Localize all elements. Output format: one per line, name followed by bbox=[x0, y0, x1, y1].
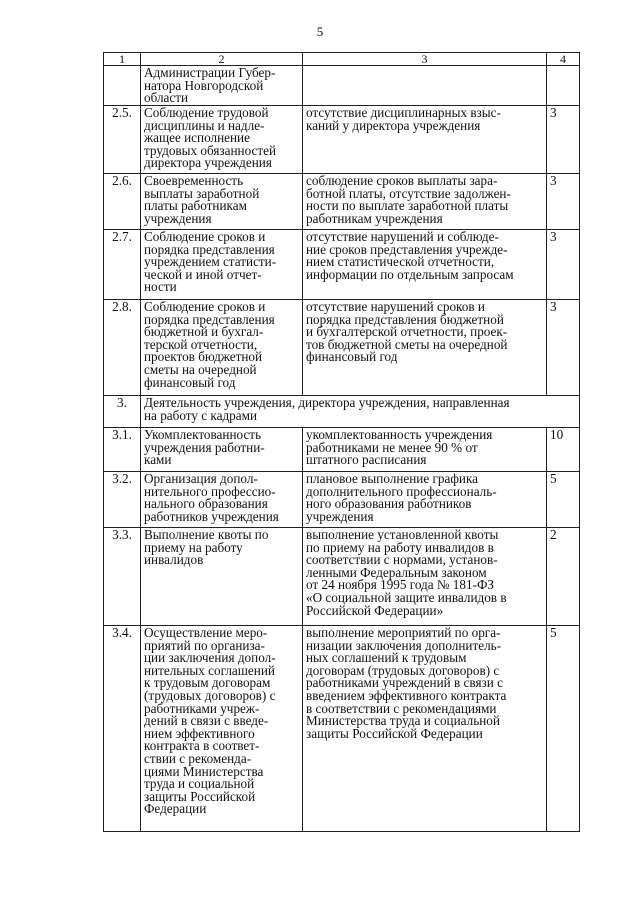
table-row bbox=[104, 66, 580, 106]
criterion-cell: Осуществление меро- приятий по организа- ции заключения допол- нительных соглашений к трудовым договорам (трудовых договоров) с работниками учреж- дений в связи с введе- нием эффективного контракта в соответ- ствии с рекоменда- циями Министерства труда и социальной защиты Российской Федерации bbox=[141, 626, 303, 832]
header-cell: 3 bbox=[303, 53, 547, 66]
criterion-cell: Администрации Губер- натора Новгородской области bbox=[141, 66, 303, 106]
section-row bbox=[104, 396, 580, 428]
header-cell: 4 bbox=[547, 53, 580, 66]
row-number: 2.6. bbox=[104, 174, 141, 230]
condition-cell: выполнение установленной квоты по приему на работу инвалидов в соответствии с нормами, установ- ленными Федеральным законом от 24 ноября 1995 года № 181-ФЗ «О социальной защите инвалидов в Российской Федерации» bbox=[303, 528, 547, 626]
table-row bbox=[104, 472, 580, 528]
points-cell: 3 bbox=[547, 300, 580, 396]
table-row bbox=[104, 230, 580, 300]
criterion-cell: Соблюдение сроков и порядка представления бюджетной и бухгал- терской отчетности, проектов бюджетной сметы на очередной финансовый год bbox=[141, 300, 303, 396]
table-row bbox=[104, 174, 580, 230]
criterion-cell: Укомплектованность учреждения работни- ками bbox=[141, 428, 303, 472]
table-row bbox=[104, 300, 580, 396]
points-cell: 5 bbox=[547, 472, 580, 528]
row-number: 2.8. bbox=[104, 300, 141, 396]
row-number: 3.4. bbox=[104, 626, 141, 832]
points-cell bbox=[547, 66, 580, 106]
condition-cell: отсутствие нарушений и соблюде- ние сроков представления учрежде- нием статистической отчетности, информации по отдельным запросам bbox=[303, 230, 547, 300]
row-number: 3.1. bbox=[104, 428, 141, 472]
header-cell: 1 bbox=[104, 53, 141, 66]
points-cell: 10 bbox=[547, 428, 580, 472]
points-cell: 2 bbox=[547, 528, 580, 626]
criterion-cell: Соблюдение сроков и порядка представления учреждением статисти- ческой и иной отчет- ности bbox=[141, 230, 303, 300]
points-cell: 5 bbox=[547, 626, 580, 832]
row-number: 3.3. bbox=[104, 528, 141, 626]
points-cell: 3 bbox=[547, 174, 580, 230]
condition-cell: отсутствие нарушений сроков и порядка представления бюджетной и бухгалтерской отчетности, проек- тов бюджетной сметы на очередной финансовый год bbox=[303, 300, 547, 396]
table-row bbox=[104, 528, 580, 626]
condition-cell: соблюдение сроков выплаты зара- ботной платы, отсутствие задолжен- ности по выплате заработной платы работникам учреждения bbox=[303, 174, 547, 230]
criterion-cell: Выполнение квоты по приему на работу инвалидов bbox=[141, 528, 303, 626]
condition-cell: плановое выполнение графика дополнительного профессиональ- ного образования работников учреждения bbox=[303, 472, 547, 528]
section-number: 3. bbox=[104, 396, 141, 428]
row-number: 3.2. bbox=[104, 472, 141, 528]
condition-cell: укомплектованность учреждения работниками не менее 90 % от штатного расписания bbox=[303, 428, 547, 472]
criterion-cell: Своевременность выплаты заработной платы работникам учреждения bbox=[141, 174, 303, 230]
table-row bbox=[104, 626, 580, 832]
criterion-cell: Организация допол- нительного профессио- нального образования работников учреждения bbox=[141, 472, 303, 528]
points-cell: 3 bbox=[547, 230, 580, 300]
page-number: 5 bbox=[316, 24, 324, 39]
criteria-table bbox=[103, 52, 580, 832]
table-header-row bbox=[104, 53, 580, 66]
row-number: 2.7. bbox=[104, 230, 141, 300]
row-number: 2.5. bbox=[104, 106, 141, 174]
row-number bbox=[104, 66, 141, 106]
table-row bbox=[104, 428, 580, 472]
condition-cell: отсутствие дисциплинарных взыс- каний у директора учреждения bbox=[303, 106, 547, 174]
header-cell: 2 bbox=[141, 53, 303, 66]
condition-cell: выполнение мероприятий по орга- низации заключения дополнитель- ных соглашений к трудовым договорам (трудовых договоров) с работниками учреждений в связи с введением эффективного контракта в соответствии с рекомендациями Министерства труда и социальной защиты Российской Федерации bbox=[303, 626, 547, 832]
points-cell: 3 bbox=[547, 106, 580, 174]
section-title: Деятельность учреждения, директора учреждения, направленная на работу с кадрами bbox=[141, 396, 580, 428]
condition-cell bbox=[303, 66, 547, 106]
criterion-cell: Соблюдение трудовой дисциплины и надле- жащее исполнение трудовых обязанностей директора учреждения bbox=[141, 106, 303, 174]
table-row bbox=[104, 106, 580, 174]
